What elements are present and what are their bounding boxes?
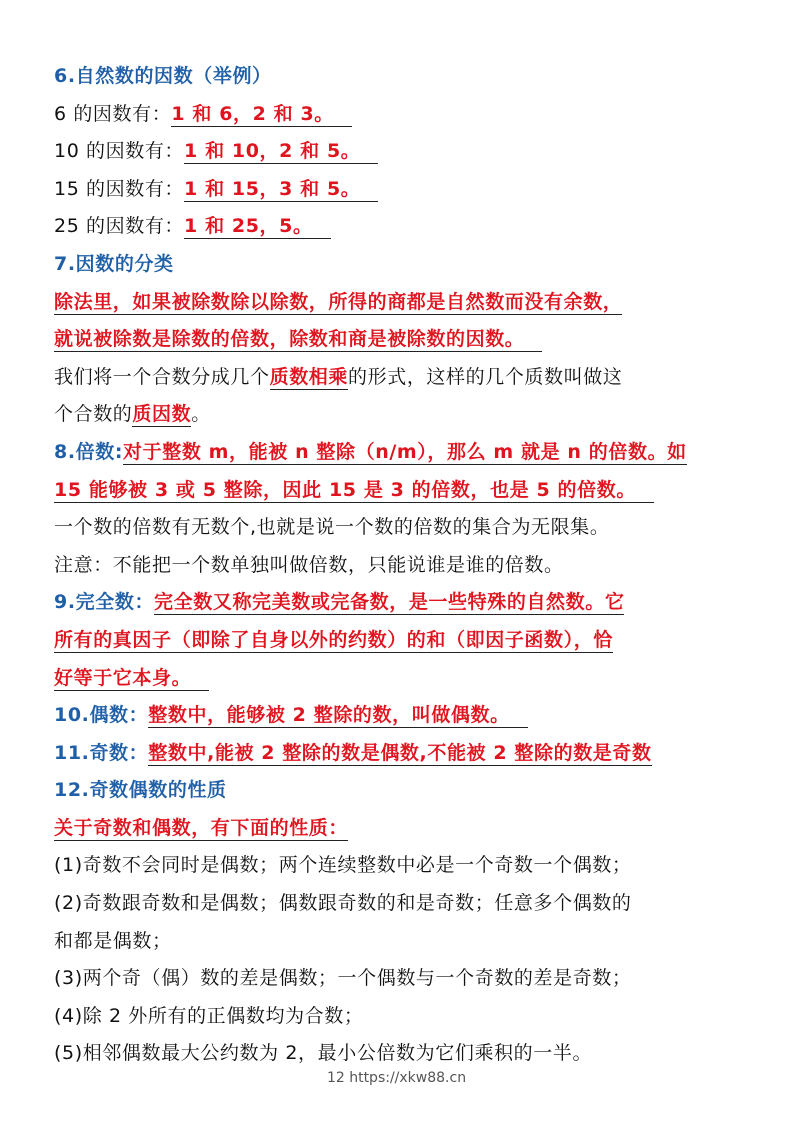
factor-answer: 1 和 10，2 和 5。 bbox=[184, 140, 378, 164]
section-11-title: 11.奇数： bbox=[54, 741, 149, 764]
section-6-title: 6.自然数的因数（举例） bbox=[54, 65, 272, 87]
factor-answer: 1 和 6，2 和 3。 bbox=[171, 103, 352, 127]
property-item: (2)奇数跟奇数和是偶数；偶数跟奇数的和是奇数；任意多个偶数的 bbox=[54, 892, 632, 915]
property-item: 和都是偶数； bbox=[54, 929, 172, 952]
section-8-line: 8.倍数:对于整数 m，能被 n 整除（n/m），那么 m 就是 n 的倍数。如 bbox=[54, 440, 687, 463]
factor-row: 15 的因数有：1 和 15，3 和 5。 bbox=[54, 171, 744, 209]
factor-answer: 1 和 25，5。 bbox=[184, 215, 331, 239]
definition-line: 15 能够被 3 或 5 整除，因此 15 是 3 的倍数，也是 5 的倍数。 bbox=[54, 472, 744, 510]
section-9-title: 9.完全数： bbox=[54, 591, 155, 614]
properties-intro: 关于奇数和偶数，有下面的性质： bbox=[54, 816, 349, 839]
paragraph-line: 一个数的倍数有无数个,也就是说一个数的倍数的集合为无限集。 bbox=[54, 516, 610, 539]
definition-line: 除法里，如果被除数除以除数，所得的商都是自然数而没有余数， bbox=[54, 290, 623, 313]
definition-line: 好等于它本身。 bbox=[54, 660, 744, 698]
paragraph-line: 个合数的质因数。 bbox=[54, 403, 211, 426]
page-footer: 12 https://xkw88.cn bbox=[326, 1070, 467, 1086]
property-item: (3)两个奇（偶）数的差是偶数；一个偶数与一个奇数的差是奇数； bbox=[54, 967, 632, 990]
factor-row: 25 的因数有：1 和 25，5。 bbox=[54, 208, 744, 246]
document-body bbox=[54, 58, 744, 1073]
keyword: 质数相乘 bbox=[269, 365, 349, 388]
factor-answer: 1 和 15，3 和 5。 bbox=[184, 178, 378, 202]
section-9-line: 9.完全数：完全数又称完美数或完备数，是一些特殊的自然数。它 bbox=[54, 591, 625, 614]
section-11-line: 11.奇数：整数中,能被 2 整除的数是偶数,不能被 2 整除的数是奇数 bbox=[54, 741, 652, 764]
property-item: (5)相邻偶数最大公约数为 2，最小公倍数为它们乘积的一半。 bbox=[54, 1042, 593, 1065]
section-10-title: 10.偶数： bbox=[54, 704, 149, 727]
paragraph-line: 我们将一个合数分成几个质数相乘的形式，这样的几个质数叫做这 bbox=[54, 365, 623, 388]
definition-line: 就说被除数是除数的倍数，除数和商是被除数的因数。 bbox=[54, 321, 744, 359]
property-item: (1)奇数不会同时是偶数；两个连续整数中必是一个奇数一个偶数； bbox=[54, 854, 632, 877]
paragraph-line: 注意：不能把一个数单独叫做倍数，只能说谁是谁的倍数。 bbox=[54, 553, 564, 576]
factor-row: 6 的因数有：1 和 6，2 和 3。 bbox=[54, 96, 744, 134]
section-12-title: 12.奇数偶数的性质 bbox=[54, 779, 227, 802]
definition-line: 所有的真因子（即除了自身以外的约数）的和（即因子函数），恰 bbox=[54, 628, 613, 651]
property-item: (4)除 2 外所有的正偶数均为合数； bbox=[54, 1004, 364, 1027]
keyword: 质因数 bbox=[132, 403, 192, 426]
factor-row: 10 的因数有：1 和 10，2 和 5。 bbox=[54, 133, 744, 171]
section-7-title: 7.因数的分类 bbox=[54, 252, 174, 275]
section-10-line: 10.偶数：整数中，能够被 2 整除的数，叫做偶数。 bbox=[54, 697, 744, 735]
section-8-title: 8.倍数: bbox=[54, 440, 124, 463]
